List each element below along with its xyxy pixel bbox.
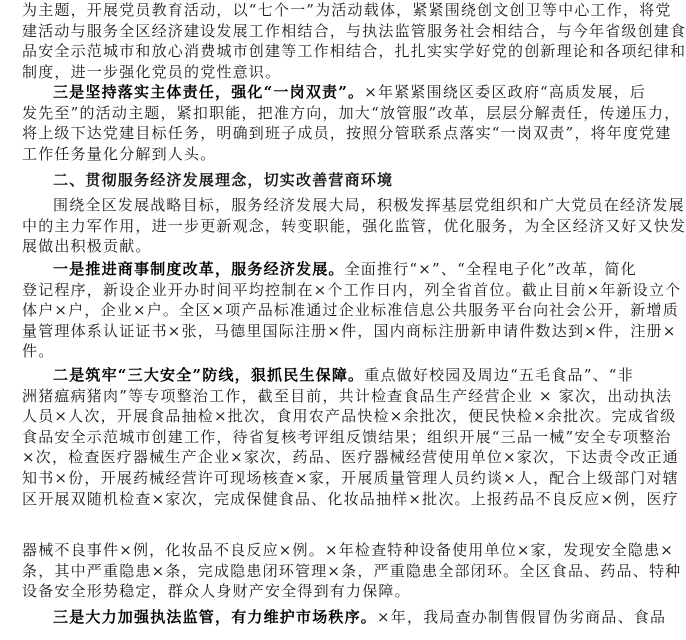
- paragraph: [22, 0, 686, 82]
- paragraph-line: 知书×份，开展药械经营许可现场核查×家，开展质量管理人员约谈×人，配合上级部门对辖: [22, 468, 679, 487]
- line-text: ×年紧紧围绕区委区政府“高质发展，后: [364, 83, 647, 101]
- paragraph-line: 人员×人次，开展食品抽检×批次，食用农产品快检×余批次，便民快检×余批次。完成省级: [22, 407, 677, 426]
- paragraph-line: 体户×户，企业×户。全区×项产品标准通过企业标准信息公共服务平台向社会公开，新增质: [22, 301, 679, 320]
- line-text: 全面推行“×”、“全程电子化”改革，简化: [344, 260, 637, 278]
- paragraph-line: 展做出积极贡献。: [22, 237, 152, 256]
- section-heading: [22, 170, 618, 191]
- paragraph-line: [22, 607, 667, 628]
- paragraph-line: 制度，进一步强化党员的党性意识。: [22, 62, 282, 81]
- paragraph-line: 区开展双随机检查×家次，完成保健食品、化妆品抽样×批次。上报药品不良反应×例，医疗: [22, 489, 679, 508]
- paragraph-line: 器械不良事件×例，化妆品不良反应×例。×年检查特种设备使用单位×家，发现安全隐患×: [22, 541, 675, 559]
- paragraph: [22, 607, 667, 628]
- paragraph: [22, 82, 681, 164]
- paragraph-line: 工作任务量化分解到人头。: [22, 144, 217, 163]
- paragraph-line: 为主题，开展党员教育活动，以“七个一”为活动载体，紧紧围绕创文创卫等中心工作，将党: [22, 1, 672, 19]
- paragraph-line: 量管理体系认证证书×张，马德里国际注册×件，国内商标注册新申请件数达到×件，注册×: [22, 321, 677, 340]
- paragraph: [22, 259, 682, 362]
- line-text: 重点做好校园及周边“五毛食品”、“非: [364, 366, 634, 384]
- bold-lead: 三是大力加强执法监管，有力维护市场秩序。: [53, 608, 378, 626]
- bold-lead: 二是筑牢“三大安全”防线，狠抓民生保障。: [53, 366, 365, 384]
- bold-lead: 一是推进商事制度改革，服务经济发展。: [53, 260, 345, 278]
- paragraph-line: 登记程序，新设企业开办时间平均控制在×个工作日内，列全省首位。截止目前×年新设立个: [22, 280, 682, 299]
- paragraph-line: 品安全示范城市和放心消费城市创建等工作相结合，扎扎实实学好党的创新理论和各项纪律和: [22, 42, 686, 61]
- paragraph-line: ×次，检查医疗器械生产企业×家次，药品、医疗器械经营使用单位×家次，下达责令改正通: [22, 448, 679, 467]
- paragraph-line: 建活动与服务全区经济建设发展工作相结合，与执法监管服务社会相结合，与今年省级创建食: [22, 21, 686, 40]
- paragraph-line: 件。: [22, 342, 55, 361]
- paragraph-line: 发先至”的活动主题，紧扣职能，把准方向，加大“放管服”改革，层层分解责任，传递压力，: [22, 103, 681, 122]
- paragraph-line: 条，其中严重隐患×条，完成隐患闭环管理×条，严重隐患全部闭环。全区食品、药品、特种: [22, 561, 682, 580]
- line-text: 围绕全区发展战略目标，服务经济发展大局，积极发挥基层党组织和广大党员在经济发展: [53, 196, 685, 214]
- line-text: ×年，我局查办制售假冒伪劣商品、食品: [377, 608, 667, 626]
- paragraph-line: 中的主力军作用，进一步更新观念，转变职能，强化监管，优化服务，为全区经济又好又快发: [22, 216, 686, 235]
- paragraph-line: 设备安全形势稳定，群众人身财产安全得到有力保障。: [22, 582, 411, 601]
- paragraph: [22, 195, 686, 257]
- paragraph-line: 将上级下达党建目标任务，明确到班子成员，按照分管联系点落实“一岗双责”，将年度党建: [22, 124, 672, 143]
- paragraph-line: 洲猪瘟病猪肉”等专项整治工作，截至目前，共计检查食品生产经营企业 × 家次，出动执法: [22, 386, 673, 405]
- paragraph: [22, 365, 679, 509]
- paragraph: [22, 540, 682, 602]
- paragraph-line: 食品安全示范城市创建工作，待省复核考评组反馈结果；组织开展“三品一械”安全专项整治: [22, 427, 672, 446]
- paragraph-line: [22, 259, 637, 280]
- heading-text: 二、贯彻服务经济发展理念，切实改善营商环境: [53, 171, 394, 189]
- bold-lead: 三是坚持落实主体责任，强化“一岗双责”。: [53, 83, 365, 101]
- paragraph-line: [22, 82, 647, 103]
- paragraph-line: [22, 195, 685, 216]
- paragraph-line: [22, 365, 634, 386]
